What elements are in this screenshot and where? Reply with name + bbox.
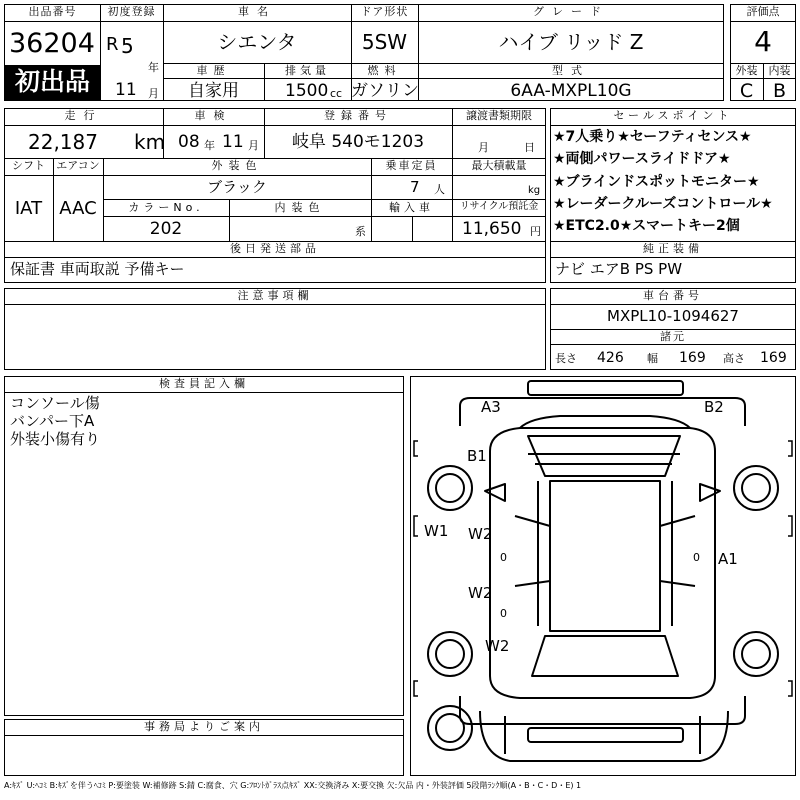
reg-month: 11 xyxy=(115,80,137,100)
damage-mark-w2-mid: W2 xyxy=(468,584,493,602)
first-reg-label: 初度登録 xyxy=(107,5,156,18)
sales-point-4: ★レーダークルーズコントロール★ xyxy=(553,196,773,212)
model-code: 6AA-MXPL10G xyxy=(510,81,632,101)
plate-label: 登録番号 xyxy=(324,109,392,122)
insp-year-unit: 年 xyxy=(204,139,215,152)
inspector-line-3: 外装小傷有り xyxy=(10,430,101,448)
plate-number: 岐阜 540モ1203 xyxy=(291,132,425,152)
year-unit: 年 xyxy=(148,61,159,74)
color-no-label: カラーNo. xyxy=(128,201,204,214)
era: R xyxy=(106,34,119,55)
chassis-number: MXPL10-1094627 xyxy=(607,307,739,325)
shift-label: シフト xyxy=(12,159,45,172)
capacity-label: 乗車定員 xyxy=(385,159,438,172)
score: 4 xyxy=(754,25,772,58)
legend: A:ｷｽﾞ U:ﾍｺﾐ B:ｷｽﾞを伴うﾍｺﾐ P:要塗装 W:補修跡 S:錆 C:腐食、穴 G:ﾌﾛﾝﾄｶﾞﾗｽ点ｷｽﾞ XX:交換済み X:要交換 欠:欠品 内・外装評価 5段階ﾗﾝｸ順(A・B・C・D・E) 1 xyxy=(4,781,582,790)
ac: AAC xyxy=(59,198,97,219)
grade: ハイブ リッド Z xyxy=(498,30,644,54)
mileage-unit: km xyxy=(134,130,166,154)
grade-label: グレード xyxy=(533,5,609,18)
fuel: ガソリン xyxy=(351,81,419,101)
month-unit: 月 xyxy=(148,87,159,100)
door-type: 5SW xyxy=(361,30,408,54)
sales-point-5: ★ETC2.0★スマートキー2個 xyxy=(553,218,740,234)
insp-month: 11 xyxy=(222,132,244,152)
door-marker-1: 0 xyxy=(500,551,507,564)
sales-point-2: ★両側パワースライドドア★ xyxy=(553,151,731,167)
sales-point-1: ★7人乗り★セーフティセンス★ xyxy=(553,129,752,145)
height-label: 高さ xyxy=(723,352,745,365)
ac-label: エアコン xyxy=(56,159,100,172)
int-grade-label: 内装 xyxy=(768,64,791,77)
recycle-unit: 円 xyxy=(530,225,541,238)
lot-label: 出品番号 xyxy=(28,5,77,18)
model-label: 型式 xyxy=(552,64,590,77)
int-color-unit: 系 xyxy=(355,225,366,238)
ext-color: ブラック xyxy=(207,178,267,196)
car-name-label: 車名 xyxy=(238,5,276,18)
door-label: ドア形状 xyxy=(360,5,409,18)
equipment: ナビ エアB PS PW xyxy=(555,260,683,278)
height: 169 xyxy=(760,350,787,366)
chassis-label: 車台番号 xyxy=(643,289,703,302)
int-grade: B xyxy=(772,80,787,102)
lot-number: 36204 xyxy=(9,28,95,59)
displacement: 1500 xyxy=(285,81,329,101)
recycle-amount: 11,650 xyxy=(462,219,522,239)
car-name: シエンタ xyxy=(217,30,297,54)
history: 自家用 xyxy=(188,81,239,101)
width: 169 xyxy=(679,350,706,366)
era-year: 5 xyxy=(121,34,134,58)
capacity-unit: 人 xyxy=(434,183,445,196)
transfer-label: 譲渡書類期限 xyxy=(466,109,532,122)
sales-point-3: ★ブラインドスポットモニター★ xyxy=(553,174,760,190)
insp-year: 08 xyxy=(178,132,200,152)
import-label: 輸入車 xyxy=(389,201,434,214)
ext-grade-label: 外装 xyxy=(735,64,758,77)
transfer-day-unit: 日 xyxy=(524,141,535,154)
door-marker-2: 0 xyxy=(500,607,507,620)
notes-label: 注意事項欄 xyxy=(237,289,313,302)
history-label: 車歴 xyxy=(196,64,231,77)
first-listing-text: 初出品 xyxy=(14,67,90,96)
inspection-label: 車検 xyxy=(194,109,233,122)
displacement-label: 排気量 xyxy=(285,64,330,77)
damage-mark-w2-front: W2 xyxy=(468,525,493,543)
recycle-label: リサイクル預託金 xyxy=(459,201,539,212)
damage-mark-a1: A1 xyxy=(718,550,738,568)
inspector-line-1: コンソール傷 xyxy=(10,394,100,412)
specs-label: 諸元 xyxy=(660,330,686,343)
shift: IAT xyxy=(14,198,43,219)
door-marker-3: 0 xyxy=(693,551,700,564)
ext-color-label: 外装色 xyxy=(211,159,263,172)
car-diagram xyxy=(410,376,796,776)
later-parts-label: 後日発送部品 xyxy=(230,242,320,255)
inspector-line-2: バンパー下A xyxy=(10,412,95,430)
later-parts: 保証書 車両取説 予備キー xyxy=(10,260,185,278)
length: 426 xyxy=(597,350,624,366)
ext-grade: C xyxy=(739,80,754,102)
damage-mark-w2-rear: W2 xyxy=(485,637,510,655)
mileage-label: 走行 xyxy=(64,109,103,122)
sales-points-label: セールスポイント xyxy=(613,109,733,122)
capacity: 7 xyxy=(410,178,420,196)
damage-mark-w1: W1 xyxy=(424,522,449,540)
damage-mark-b2: B2 xyxy=(704,398,724,416)
damage-mark-b1: B1 xyxy=(467,447,487,465)
width-label: 幅 xyxy=(647,352,658,365)
transfer-month-unit: 月 xyxy=(478,141,489,154)
displacement-unit: cc xyxy=(330,87,343,100)
damage-mark-a3: A3 xyxy=(481,398,501,416)
insp-month-unit: 月 xyxy=(248,139,259,152)
inspector-label: 検査員記入欄 xyxy=(159,377,249,390)
office-label: 事務局よりご案内 xyxy=(144,720,264,733)
equipment-label: 純正装備 xyxy=(643,242,703,255)
score-label: 評価点 xyxy=(746,5,780,18)
max-load-label: 最大積載量 xyxy=(471,159,527,172)
int-color-label: 内装色 xyxy=(274,201,326,214)
length-label: 長さ xyxy=(555,352,577,365)
color-no: 202 xyxy=(149,219,183,239)
max-load-unit: kg xyxy=(528,185,541,196)
mileage: 22,187 xyxy=(28,130,98,154)
fuel-label: 燃料 xyxy=(367,64,402,77)
